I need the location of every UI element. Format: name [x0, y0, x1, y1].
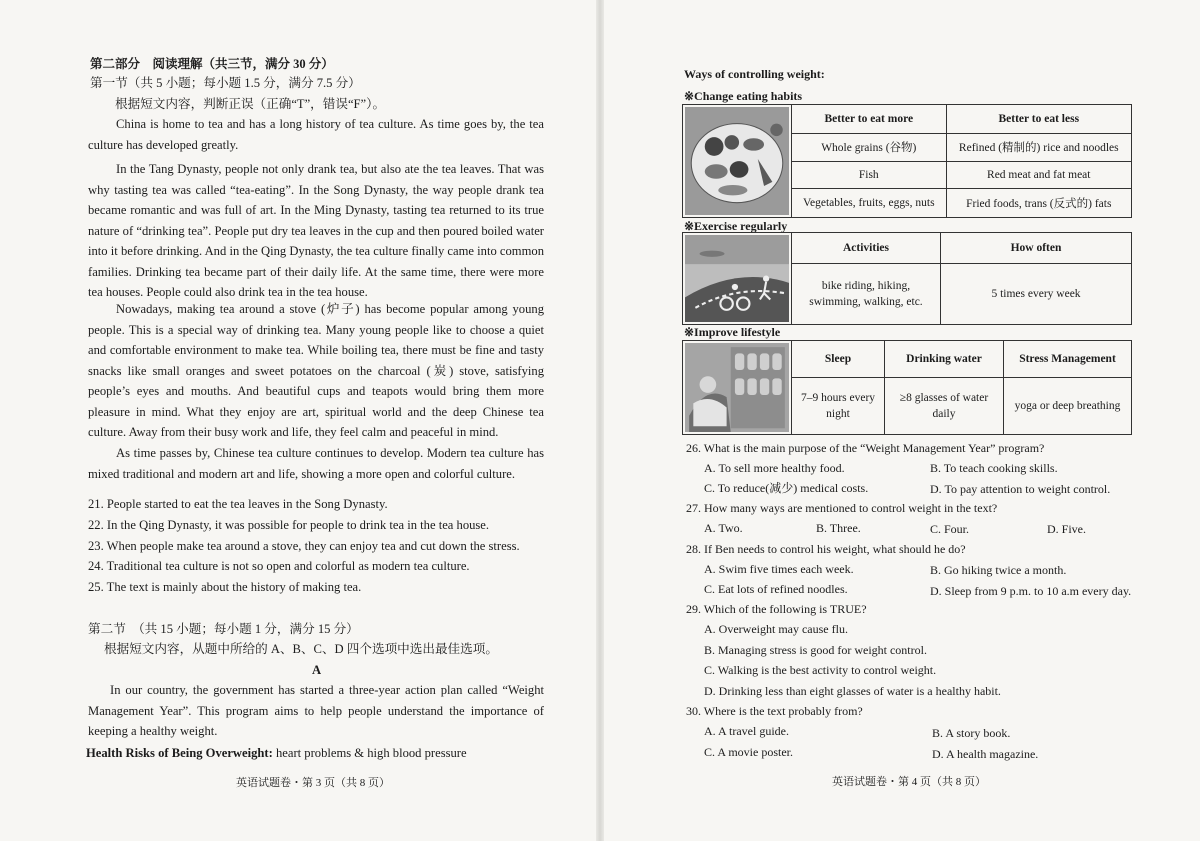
option-29d: D. Drinking less than eight glasses of water is a healthy habit. — [704, 684, 1001, 698]
lifestyle-picture — [683, 341, 792, 435]
option-27a: A. Two. — [704, 521, 743, 535]
section1-heading: 第一节（共 5 小题；每小题 1.5 分，满分 7.5 分） — [90, 76, 361, 90]
eating-picture — [683, 105, 792, 218]
option-26b: B. To teach cooking skills. — [930, 461, 1058, 475]
statement-22: 22. In the Qing Dynasty, it was possible for people to drink tea in the tea house. — [88, 518, 490, 532]
option-30b: B. A story book. — [932, 726, 1011, 740]
exercise-picture — [683, 233, 792, 325]
health-risks-label: Health Risks of Being Overweight: — [86, 746, 273, 760]
section2-heading: 第二节 （共 15 小题；每小题 1 分，满分 15 分） — [88, 622, 359, 636]
statement-25: 25. The text is mainly about the history of making tea. — [88, 580, 362, 594]
eat-less-header: Better to eat less — [946, 105, 1131, 134]
sleep-cell: 7–9 hours every night — [792, 377, 885, 435]
eating-habits-table — [682, 104, 1132, 218]
sleep-header: Sleep — [792, 341, 885, 378]
statement-21: 21. People started to eat the tea leaves in the Song Dynasty. — [88, 497, 388, 511]
eat-less-cell: Red meat and fat meat — [946, 161, 1131, 189]
lifestyle-table — [682, 340, 1132, 435]
exercise-heading: ※Exercise regularly — [684, 219, 788, 233]
option-27c: C. Four. — [930, 522, 970, 536]
passage-paragraph-2: In the Tang Dynasty, people not only drank tea, but also ate the tea leaves. That was why tasting tea was called “tea-eating”. In the Song Dynasty, the way people drank tea became romantic and was full of art. In the Ming Dynasty, tasting tea returned to its true nature of “drinking tea”. People put dry tea leaves in the cup and then poured boiled water into it before drinking. And in the Qing Dynasty, the tea culture finally came into common families. Drinking tea became part of their daily life. At the same time, there were more tea houses. People could also drink tea in the tea house. — [88, 162, 544, 299]
option-27b: B. Three. — [816, 521, 861, 535]
health-risks-text: heart problems & high blood pressure — [275, 746, 467, 760]
question-27: 27. How many ways are mentioned to control weight in the text? — [686, 501, 998, 515]
health-risks-line — [86, 743, 467, 763]
sleeping-icon — [685, 343, 789, 432]
eat-more-cell: Vegetables, fruits, eggs, nuts — [792, 189, 947, 218]
question-26: 26. What is the main purpose of the “Weight Management Year” program? — [686, 441, 1045, 455]
eat-more-header: Better to eat more — [792, 105, 947, 134]
footer-page-3: 英语试题卷・第 3 页（共 8 页） — [236, 777, 390, 789]
option-26a: A. To sell more healthy food. — [704, 461, 845, 475]
option-28a: A. Swim five times each week. — [704, 562, 854, 576]
passage-a-intro: In our country, the government has started a three-year action plan called “Weight Management Year”. This program aims to help people understand the importance of keeping a healthy weight. — [88, 683, 544, 738]
question-30: 30. Where is the text probably from? — [686, 704, 863, 718]
section1-instruction: 根据短文内容，判断正误（正确“T”，错误“F”）。 — [115, 97, 386, 111]
exercise-table — [682, 232, 1132, 325]
eat-more-cell: Fish — [792, 161, 947, 189]
option-28c: C. Eat lots of refined noodles. — [704, 582, 848, 596]
question-28: 28. If Ben needs to control his weight, what should he do? — [686, 542, 966, 556]
option-27d: D. Five. — [1047, 522, 1086, 536]
ways-heading: Ways of controlling weight: — [684, 67, 825, 81]
lifestyle-heading: ※Improve lifestyle — [684, 325, 781, 339]
option-28b: B. Go hiking twice a month. — [930, 563, 1067, 577]
option-26d: D. To pay attention to weight control. — [930, 482, 1111, 496]
option-30c: C. A movie poster. — [704, 745, 794, 759]
exercise-icon — [685, 235, 789, 322]
passage-paragraph-3: Nowadays, making tea around a stove (炉子) has become popular among young people. This is a special way of drinking tea. Many young people like to choose a quiet and comfortable environment to make tea. While boiling tea, there must be fine and tasty snacks like small oranges and sweet potatoes on the charcoal (炭) stove, satisfying people’s eyes and mouths. And beautiful cups and teapots would bring them more pleasure in mind. What they enjoy are art, spiritual world and the deep Chinese tea culture. Away from their busy work and life, they feel calm and peaceful in mind. — [88, 302, 544, 439]
eat-more-cell: Whole grains (谷物) — [792, 133, 947, 161]
option-26c: C. To reduce(减少) medical costs. — [704, 481, 869, 495]
stress-management-cell: yoga or deep breathing — [1004, 377, 1132, 435]
statement-23: 23. When people make tea around a stove, they can enjoy tea and cut down the stress. — [88, 539, 520, 553]
section2-instruction: 根据短文内容，从题中所给的 A、B、C、D 四个选项中选出最佳选项。 — [104, 642, 498, 656]
statement-24: 24. Traditional tea culture is not so open and colorful as modern tea culture. — [88, 559, 470, 573]
drinking-water-header: Drinking water — [885, 341, 1004, 378]
eat-less-cell: Refined (精制的) rice and noodles — [946, 133, 1131, 161]
activities-cell: bike riding, hiking, swimming, walking, etc. — [792, 263, 941, 325]
part-heading: 第二部分 阅读理解（共三节，满分 30 分） — [90, 57, 334, 71]
footer-page-4: 英语试题卷・第 4 页（共 8 页） — [832, 776, 986, 788]
passage-paragraph-1: China is home to tea and has a long history of tea culture. As time goes by, the tea culture has developed greatly. — [88, 117, 544, 152]
eat-less-cell: Fried foods, trans (反式的) fats — [946, 189, 1131, 218]
how-often-cell: 5 times every week — [941, 263, 1132, 325]
drinking-water-cell: ≥8 glasses of water daily — [885, 377, 1004, 435]
question-29: 29. Which of the following is TRUE? — [686, 602, 867, 616]
option-29a: A. Overweight may cause flu. — [704, 622, 848, 636]
option-29b: B. Managing stress is good for weight control. — [704, 643, 927, 657]
food-plate-icon — [685, 107, 789, 215]
option-30d: D. A health magazine. — [932, 747, 1039, 761]
eating-heading: ※Change eating habits — [684, 89, 803, 103]
passage-label: A — [312, 663, 322, 677]
passage-paragraph-4: As time passes by, Chinese tea culture continues to develop. Modern tea culture has mixed traditional and modern art and life, showing a more open and colorful culture. — [88, 446, 544, 481]
activities-header: Activities — [792, 233, 941, 264]
how-often-header: How often — [941, 233, 1132, 264]
option-28d: D. Sleep from 9 p.m. to 10 a.m every day. — [930, 584, 1132, 598]
option-30a: A. A travel guide. — [704, 724, 789, 738]
option-29c: C. Walking is the best activity to control weight. — [704, 663, 937, 677]
stress-management-header: Stress Management — [1004, 341, 1132, 378]
page-fold — [596, 0, 604, 841]
